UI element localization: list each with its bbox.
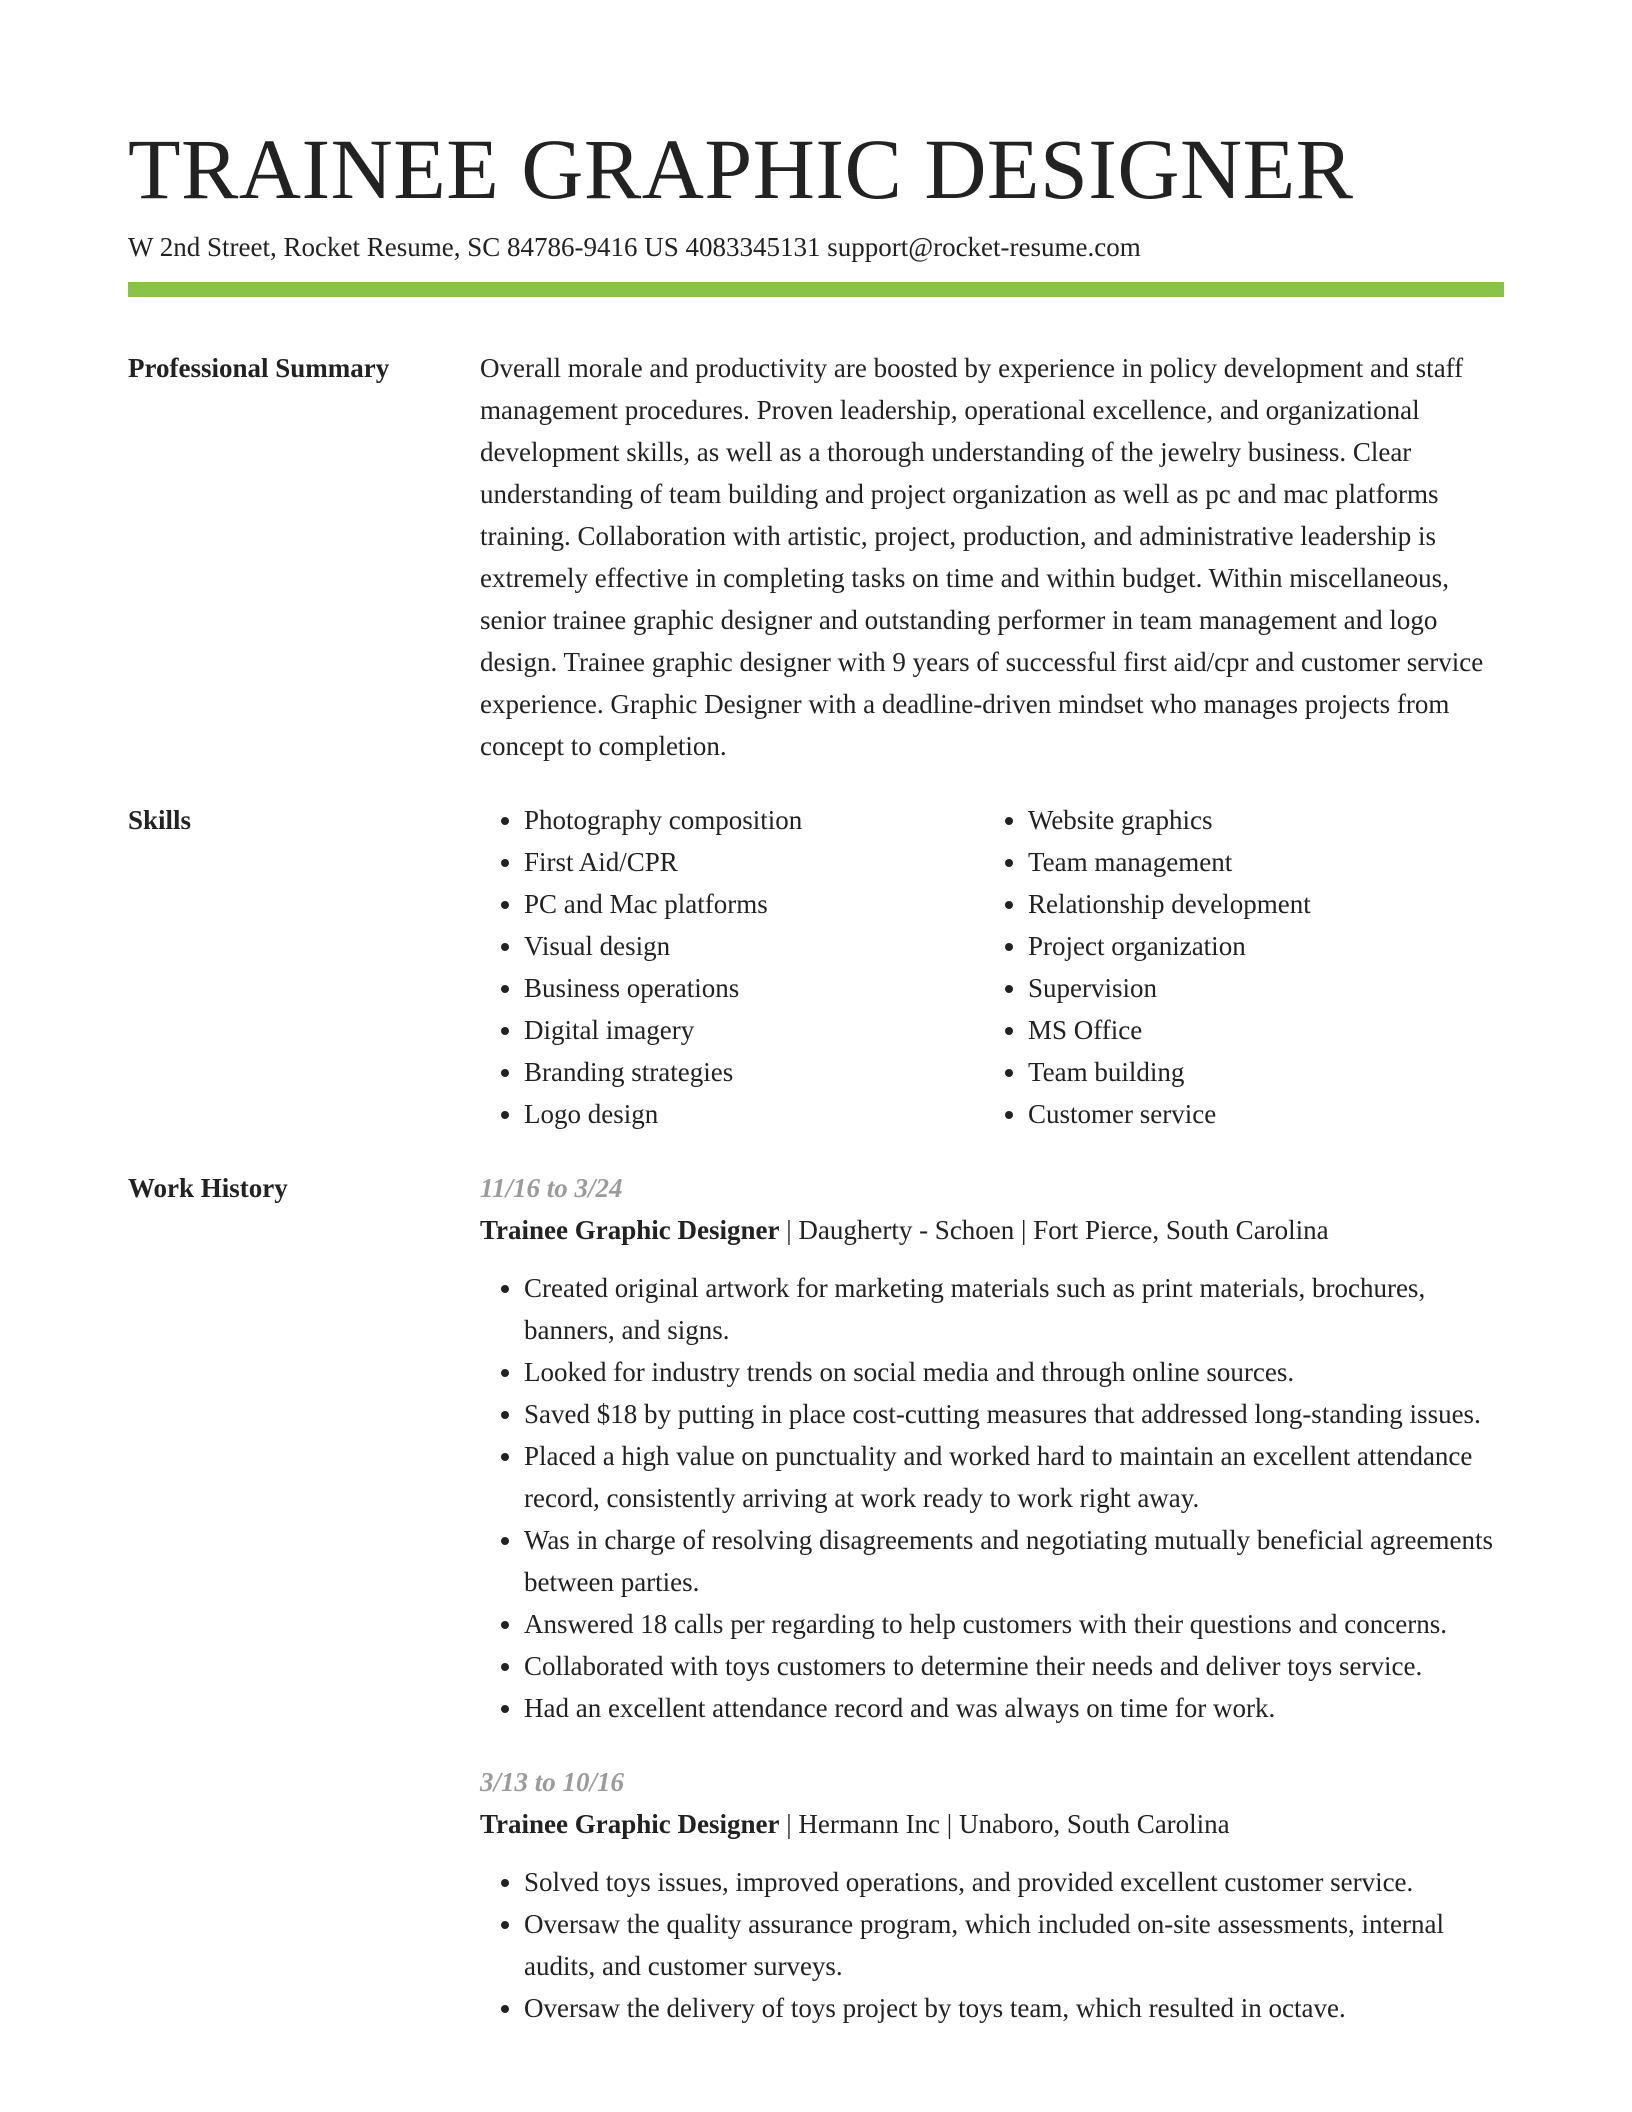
- section-label-skills: Skills: [128, 805, 192, 835]
- job-bullet: • Answered 18 calls per regarding to help customers with their questions and concerns.: [524, 1603, 1504, 1645]
- skill-item: • Website graphics: [1028, 799, 1488, 841]
- contact-line: W 2nd Street, Rocket Resume, SC 84786-9416 US 4083345131 support@rocket-resume.com: [128, 232, 1141, 262]
- job-heading: [480, 1209, 1504, 1251]
- skill-item: • First Aid/CPR: [524, 841, 984, 883]
- job-dates: 3/13 to 10/16: [480, 1767, 625, 1797]
- skills-list-left: [480, 799, 984, 1135]
- skill-item: • Logo design: [524, 1093, 984, 1135]
- skill-item: • Digital imagery: [524, 1009, 984, 1051]
- job-bullet: • Had an excellent attendance record and was always on time for work.: [524, 1687, 1504, 1729]
- job-dates: 11/16 to 3/24: [480, 1173, 623, 1203]
- skill-item: • Photography composition: [524, 799, 984, 841]
- summary-text: Overall morale and productivity are boosted by experience in policy development and staff management procedures. Proven leadership, operational excellence, and organizational development skills, as well as a thorough understanding of the jewelry business. Clear understanding of team building and project organization as well as pc and mac platforms training. Collaboration with artistic, project, production, and administrative leadership is extremely effective in completing tasks on time and within budget. Within miscellaneous, senior trainee graphic designer and outstanding performer in team management and logo design. Trainee graphic designer with 9 years of successful first aid/cpr and customer service experience. Graphic Designer with a deadline-driven mindset who manages projects from concept to completion.: [480, 353, 1484, 761]
- job-bullet: • Created original artwork for marketing materials such as print materials, brochures, banners, and signs.: [524, 1267, 1504, 1351]
- job-bullet: • Saved $18 by putting in place cost-cutting measures that addressed long-standing issues.: [524, 1393, 1504, 1435]
- skill-item: • Branding strategies: [524, 1051, 984, 1093]
- summary-body: [480, 347, 1504, 767]
- job-bullet: • Placed a high value on punctuality and worked hard to maintain an excellent attendance record, consistently arriving at work ready to work right away.: [524, 1435, 1504, 1519]
- job-bullet: • Solved toys issues, improved operations, and provided excellent customer service.: [524, 1861, 1504, 1903]
- skill-item: • Business operations: [524, 967, 984, 1009]
- skills-section: [128, 799, 1504, 1135]
- work-history-body: [480, 1167, 1504, 2029]
- skill-item: • Relationship development: [1028, 883, 1488, 925]
- job-title: Trainee Graphic Designer: [480, 1809, 780, 1839]
- job-title: Trainee Graphic Designer: [480, 1215, 780, 1245]
- resume-title: TRAINEE GRAPHIC DESIGNER: [128, 121, 1354, 217]
- job-bullet: • Looked for industry trends on social media and through online sources.: [524, 1351, 1504, 1393]
- job-bullet: • Was in charge of resolving disagreements and negotiating mutually beneficial agreements between parties.: [524, 1519, 1504, 1603]
- skills-list-right: [984, 799, 1488, 1135]
- header-divider: [128, 282, 1504, 297]
- job-bullets: [480, 1861, 1504, 2029]
- skill-item: • Team management: [1028, 841, 1488, 883]
- job-bullet: • Oversaw the delivery of toys project by toys team, which resulted in octave.: [524, 1987, 1504, 2029]
- skills-columns: [480, 799, 1504, 1135]
- job-bullets: [480, 1267, 1504, 1729]
- job-bullet: • Oversaw the quality assurance program, which included on-site assessments, internal audits, and customer surveys.: [524, 1903, 1504, 1987]
- skill-item: • Visual design: [524, 925, 984, 967]
- professional-summary-section: [128, 347, 1504, 767]
- skill-item: • MS Office: [1028, 1009, 1488, 1051]
- skill-item: • PC and Mac platforms: [524, 883, 984, 925]
- job-bullet: • Collaborated with toys customers to determine their needs and deliver toys service.: [524, 1645, 1504, 1687]
- section-label-work-history: Work History: [128, 1173, 288, 1203]
- section-label-summary: Professional Summary: [128, 353, 390, 383]
- job-heading: [480, 1803, 1504, 1845]
- skill-item: • Project organization: [1028, 925, 1488, 967]
- job-employer-location: | Daugherty - Schoen | Fort Pierce, South Carolina: [779, 1215, 1329, 1245]
- skill-item: • Supervision: [1028, 967, 1488, 1009]
- skill-item: • Team building: [1028, 1051, 1488, 1093]
- skill-item: • Customer service: [1028, 1093, 1488, 1135]
- job-employer-location: | Hermann Inc | Unaboro, South Carolina: [779, 1809, 1230, 1839]
- job-entry: [480, 1167, 1504, 1729]
- job-entry: [480, 1761, 1504, 2029]
- work-history-section: [128, 1167, 1504, 2029]
